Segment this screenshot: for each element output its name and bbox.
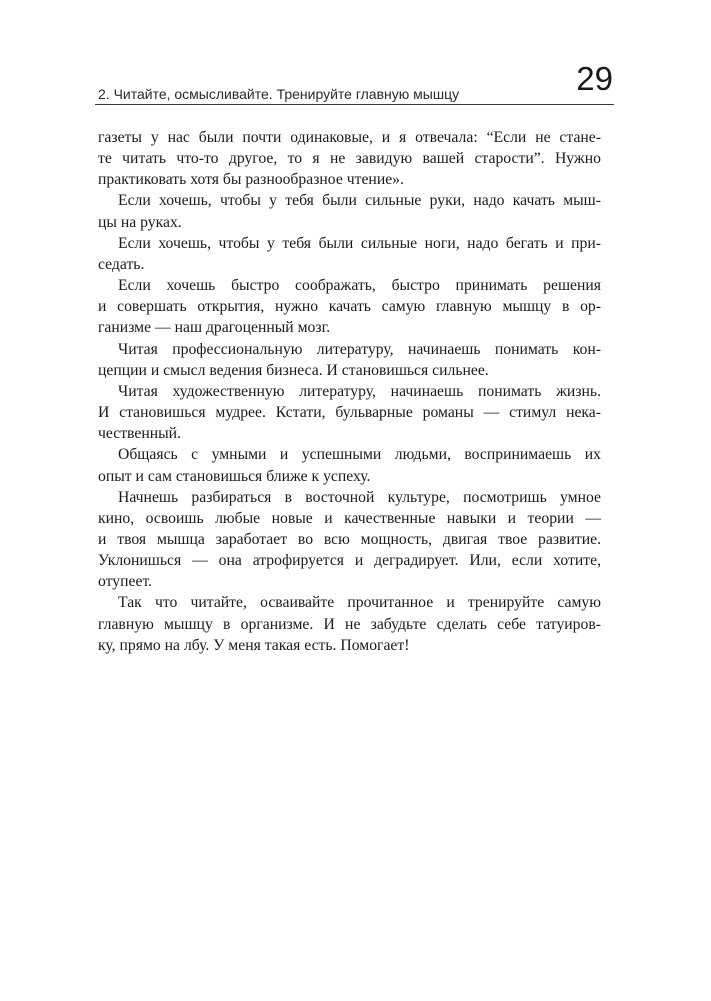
text-line: Если хочешь, чтобы у тебя были сильные руки, надо качать мыш- xyxy=(118,192,601,210)
text-line: Так что читайте, осваивайте прочитанное и тренируйте самую xyxy=(118,594,601,612)
text-line: Если хочешь быстро соображать, быстро принимать решения xyxy=(118,277,601,295)
text-line: Общаясь с умными и успешными людьми, воспринимаешь их xyxy=(118,446,601,464)
text-line: те читать что-то другое, то я не завидую вашей старости”. Нужно xyxy=(98,150,601,168)
text-line: и твоя мышца заработает во всю мощность, двигая твое развитие. xyxy=(98,530,601,548)
paragraph xyxy=(98,444,601,486)
text-line: опыт и сам становишься ближе к успеху. xyxy=(98,467,371,485)
text-line: кино, освоишь любые новые и качественные навыки и теории — xyxy=(98,509,601,527)
paragraph xyxy=(98,275,601,338)
running-header: 2. Читайте, осмысливайте. Тренируйте главную мышцу xyxy=(98,86,460,102)
paragraph xyxy=(98,190,601,232)
body-text xyxy=(98,127,601,656)
text-line: И становишься мудрее. Кстати, бульварные романы — стимул нека- xyxy=(98,404,601,422)
paragraph xyxy=(98,233,601,275)
text-line: цы на руках. xyxy=(98,213,182,231)
header-divider xyxy=(95,104,614,105)
text-line: ку, прямо на лбу. У меня такая есть. Помогает! xyxy=(98,636,410,654)
text-line: Начнешь разбираться в восточной культуре, посмотришь умное xyxy=(118,488,601,506)
text-line: ганизме — наш драгоценный мозг. xyxy=(98,319,331,337)
text-line: седать. xyxy=(98,255,145,273)
paragraph xyxy=(98,487,601,593)
text-line: Читая художественную литературу, начинаешь понимать жизнь. xyxy=(118,382,601,400)
text-line: цепции и смысл ведения бизнеса. И становишься сильнее. xyxy=(98,361,489,379)
text-line: отупеет. xyxy=(98,573,153,591)
paragraph xyxy=(98,127,601,190)
text-line: и совершать открытия, нужно качать самую главную мышцу в ор- xyxy=(98,298,601,316)
text-line: главную мышцу в организме. И не забудьте сделать себе татуиров- xyxy=(98,615,601,633)
text-line: Если хочешь, чтобы у тебя были сильные ноги, надо бегать и при- xyxy=(118,234,601,252)
page-number: 29 xyxy=(576,60,613,97)
text-line: практиковать хотя бы разнообразное чтение». xyxy=(98,171,404,189)
text-line: газеты у нас были почти одинаковые, и я отвечала: “Если не стане- xyxy=(98,129,601,146)
paragraph xyxy=(98,339,601,381)
paragraph xyxy=(98,592,601,655)
text-line: чественный. xyxy=(98,425,181,443)
text-line: Читая профессиональную литературу, начинаешь понимать кон- xyxy=(118,340,601,358)
text-line: Уклонишься — она атрофируется и деградирует. Или, если хотите, xyxy=(98,552,601,570)
paragraph xyxy=(98,381,601,444)
